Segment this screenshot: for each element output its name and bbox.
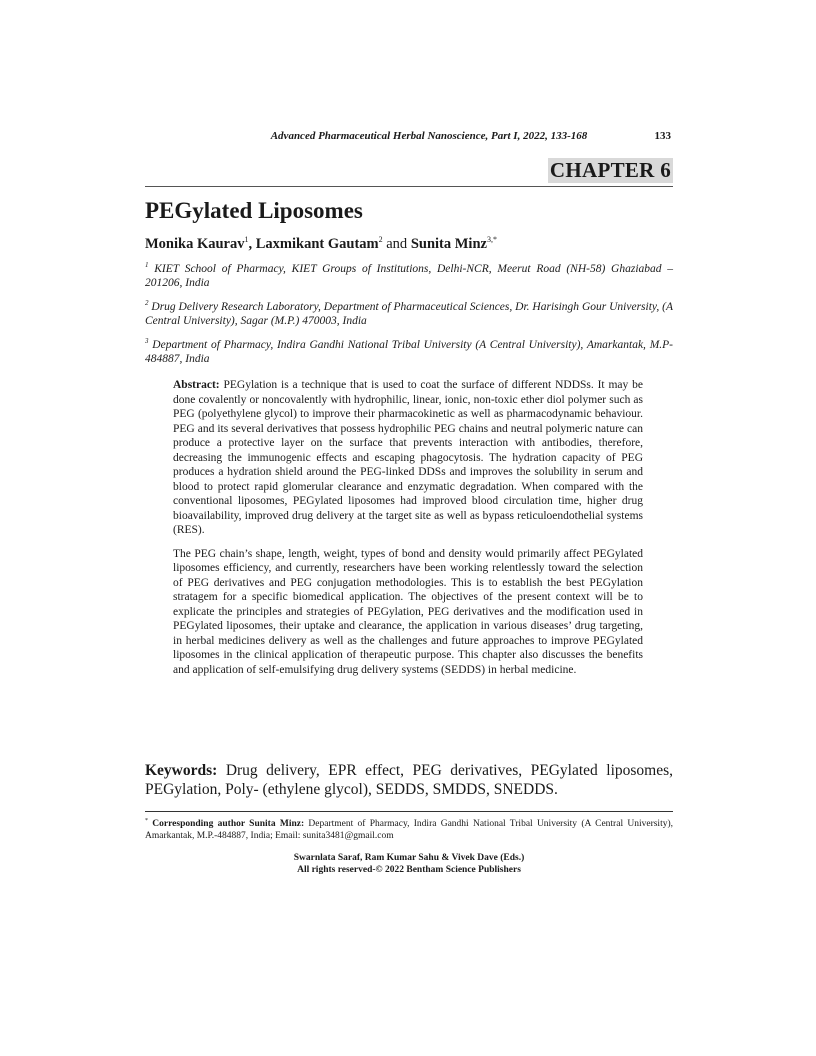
keywords [145, 761, 673, 799]
affiliation: $^3$ Department of Pharmacy, Indira Gandhi National Tribal University (A Central University), Amarkantak, M.P-484887, India [145, 336, 674, 365]
author-name: Laxmikant Gautam [255, 235, 379, 252]
abstract-paragraph: Abstract: PEGylation is a technique that is used to coat the surface of different NDDSs. It may be done covalently or noncovalently with hydrophilic, linear, ionic, non-toxic ether diol polymer such as PEG (polyethylene glycol) to improve their pharmacokinetic as well as pharmacodynamic behaviour. PEG and its several derivatives that possess hydrophilic PEG chains and neutral polymeric nature can produce a protective layer on the surface that prevents interaction with antibodies, therefore, decreasing the immunogenic effects and escaping phagocytosis. The hydration capacity of PEG produces a hydration shield around the PEG-linked DDSs and improves the solubility in serum and blood to protect rapid glomerular clearance and enzymatic degradation. When compared with the conventional liposomes, PEGylated liposomes had improved blood circulation time, higher drug bioavailability, improved drug delivery at the target site as well as bypass reticuloendothelial systems (RES). [173, 379, 643, 536]
chapter-label: CHAPTER 6 [549, 158, 671, 182]
editors-line: Swarnlata Saraf, Ram Kumar Sahu & Vivek Dave (Eds.) [293, 853, 525, 863]
running-header [145, 130, 673, 142]
keywords-text: Drug delivery, EPR effect, PEG derivatives, PEGylated liposomes, PEGylation, Poly- (ethylene glycol), SEDDS, SMDDS, SNEDDS. [145, 762, 673, 798]
abstract-paragraph: The PEG chain’s shape, length, weight, types of bond and density would primarily affect PEGylated liposomes efficiency, and currently, researchers have been working relentlessly toward the selection of PEG derivatives and PEG conjugation methodologies. This is to establish the best PEGylation stratagem for a specific biomedical application. The objectives of the present context will be to explicate the principles and strategies of PEGylation, PEG derivatives and the modification used in PEGylated liposomes, their uptake and clearance, the application in various diseases’ drug targeting, in herbal medicines delivery as well as the challenges and future approaches to improve PEGylated liposomes in the clinical application of therapeutic purpose. This chapter also discusses the benefits and application of self-emulsifying drug delivery systems (SEDDS) in herbal medicine. [173, 547, 643, 676]
corresponding-author-footnote: * Corresponding author Sunita Minz: Department of Pharmacy, Indira Gandhi National Tribal University (A Central University), Amarkantak, M.P.-484887, India; Email: sunita3481@gmail.com [145, 811, 673, 842]
author-name: Sunita Minz [410, 235, 487, 252]
author-list [145, 235, 497, 253]
affiliation: $^1$ KIET School of Pharmacy, KIET Groups of Institutions, Delhi-NCR, Meerut Road (NH-58) Ghaziabad – 201206, India [145, 261, 674, 290]
affiliation-list [145, 258, 673, 371]
keywords-label: Keywords: [145, 762, 218, 779]
author-affiliation-marker: 3,* [486, 235, 497, 244]
author-affiliation-marker: 1 [244, 235, 249, 244]
abstract [173, 378, 643, 686]
chapter-title: PEGylated Liposomes [145, 198, 363, 223]
publisher-block [145, 852, 673, 876]
rights-line: All rights reserved-© 2022 Bentham Science Publishers [297, 865, 521, 875]
abstract-label: Abstract: [173, 379, 220, 391]
page-number: 133 [654, 130, 671, 142]
affiliation: $^2$ Drug Delivery Research Laboratory, Department of Pharmaceutical Sciences, Dr. Harisingh Gour University, (A Central University), Sagar (M.P.) 470003, India [145, 298, 673, 328]
author-name: Monika Kaurav [145, 235, 245, 252]
journal-citation: Advanced Pharmaceutical Herbal Nanoscience, Part I, 2022, 133-168 [270, 130, 588, 142]
author-affiliation-marker: 2 [378, 235, 383, 244]
author-separator: , [248, 235, 256, 252]
chapter-rule [145, 158, 673, 187]
author-separator: and [382, 235, 411, 252]
